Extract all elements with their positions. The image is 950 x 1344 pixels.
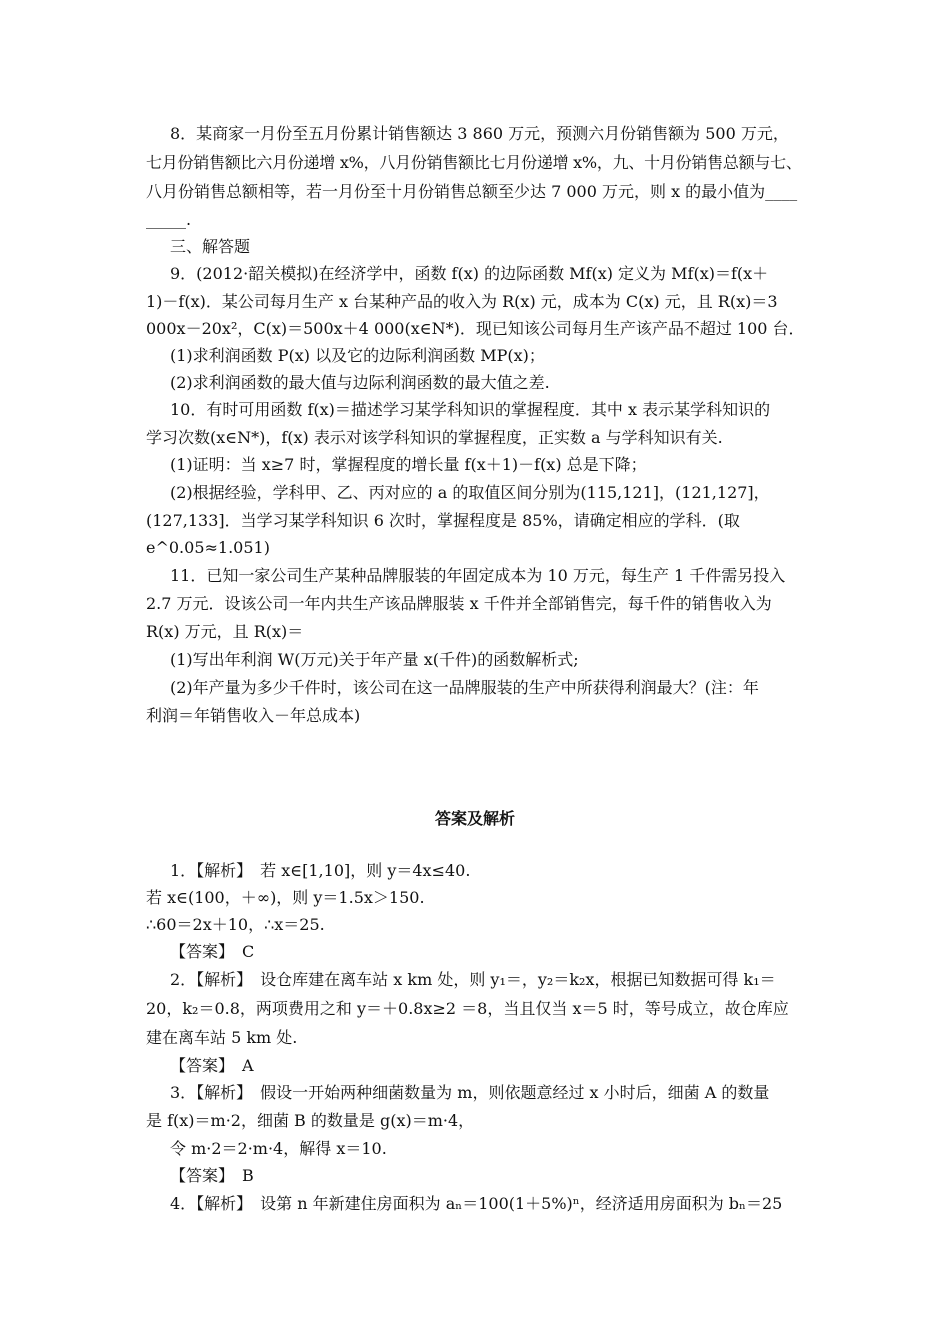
answer-2-key: 【答案】 A: [170, 1056, 254, 1075]
problem-9-line-2: 1)－f(x)．某公司每月生产 x 台某种产品的收入为 R(x) 元，成本为 C(x) 元，且 R(x)＝3: [146, 292, 778, 311]
problem-8-line-2: 七月份销售额比六月份递增 x%，八月份销售额比七月份递增 x%，九、十月份销售总额与七、: [146, 153, 802, 172]
problem-11-line-1: 11．已知一家公司生产某种品牌服装的年固定成本为 10 万元，每生产 1 千件需另投入: [170, 566, 786, 585]
problem-10-part-2-line-1: (2)根据经验，学科甲、乙、丙对应的 a 的取值区间分别为(115,121]，(121,127]，: [170, 483, 770, 502]
problem-10-part-2-line-3: e^0.05≈1.051): [146, 538, 270, 557]
answer-1-line-2: 若 x∈(100，＋∞)，则 y＝1.5x＞150.: [146, 888, 425, 907]
answer-3-key: 【答案】 B: [170, 1166, 254, 1185]
answer-2-line-2: 20，k₂＝0.8，两项费用之和 y＝＋0.8x≥2 ＝8，当且仅当 x＝5 时，等号成立，故仓库应: [146, 999, 789, 1018]
problem-11-part-1: (1)写出年利润 W(万元)关于年产量 x(千件)的函数解析式;: [170, 650, 579, 669]
answer-3-line-2: 是 f(x)＝m·2，细菌 B 的数量是 g(x)＝m·4，: [146, 1111, 475, 1130]
answer-2-line-1: 2．【解析】 设仓库建在离车站 x km 处，则 y₁＝，y₂＝k₂x，根据已知数据可得 k₁＝: [170, 970, 776, 989]
problem-10-part-1: (1)证明：当 x≥7 时，掌握程度的增长量 f(x＋1)－f(x) 总是下降；: [170, 455, 647, 474]
problem-8-line-1: 8．某商家一月份至五月份累计销售额达 3 860 万元，预测六月份销售额为 500 万元，: [170, 124, 789, 143]
answer-4-line-1: 4．【解析】 设第 n 年新建住房面积为 aₙ＝100(1＋5%)ⁿ，经济适用房面积为 bₙ＝25: [170, 1194, 783, 1213]
problem-9-part-1: (1)求利润函数 P(x) 以及它的边际利润函数 MP(x)；: [170, 346, 545, 365]
answer-2-line-3: 建在离车站 5 km 处.: [146, 1028, 298, 1047]
problem-8-line-3: 八月份销售总额相等，若一月份至十月份销售总额至少达 7 000 万元，则 x 的最小值为____: [146, 182, 798, 201]
problem-10-line-1: 10．有时可用函数 f(x)＝描述学习某学科知识的掌握程度．其中 x 表示某学科知识的: [170, 400, 771, 419]
answer-3-line-1: 3．【解析】 假设一开始两种细菌数量为 m，则依题意经过 x 小时后，细菌 A 的数量: [170, 1083, 770, 1102]
answer-1-line-3: ∴60＝2x＋10，∴x＝25.: [146, 915, 325, 934]
problem-11-part-2-line-2: 利润＝年销售收入－年总成本): [146, 706, 361, 725]
section-title: 三、解答题: [170, 237, 251, 256]
answer-3-line-3: 令 m·2＝2·m·4，解得 x＝10.: [170, 1139, 387, 1158]
answers-title: 答案及解析: [434, 809, 515, 828]
problem-8-line-4: _____.: [146, 210, 192, 229]
answer-1-line-1: 1．【解析】 若 x∈[1,10]，则 y＝4x≤40.: [170, 861, 471, 880]
problem-11-part-2-line-1: (2)年产量为多少千件时，该公司在这一品牌服装的生产中所获得利润最大？(注：年: [170, 678, 759, 697]
problem-11-line-2: 2.7 万元．设该公司一年内共生产该品牌服装 x 千件并全部销售完，每千件的销售收入为: [146, 594, 772, 613]
problem-10-part-2-line-2: (127,133]．当学习某学科知识 6 次时，掌握程度是 85%，请确定相应的学科．(取: [146, 511, 740, 530]
answer-1-key: 【答案】 C: [170, 942, 255, 961]
problem-9-line-1: 9．(2012·韶关模拟)在经济学中，函数 f(x) 的边际函数 Mf(x) 定义为 Mf(x)＝f(x＋: [170, 264, 769, 283]
problem-11-line-3: R(x) 万元，且 R(x)＝: [146, 622, 304, 641]
problem-9-line-3: 000x－20x²，C(x)＝500x＋4 000(x∈N*)．现已知该公司每月生产该产品不超过 100 台．: [146, 319, 805, 338]
problem-10-line-2: 学习次数(x∈N*)，f(x) 表示对该学科知识的掌握程度，正实数 a 与学科知识有关.: [146, 428, 723, 447]
problem-9-part-2: (2)求利润函数的最大值与边际利润函数的最大值之差.: [170, 373, 550, 392]
